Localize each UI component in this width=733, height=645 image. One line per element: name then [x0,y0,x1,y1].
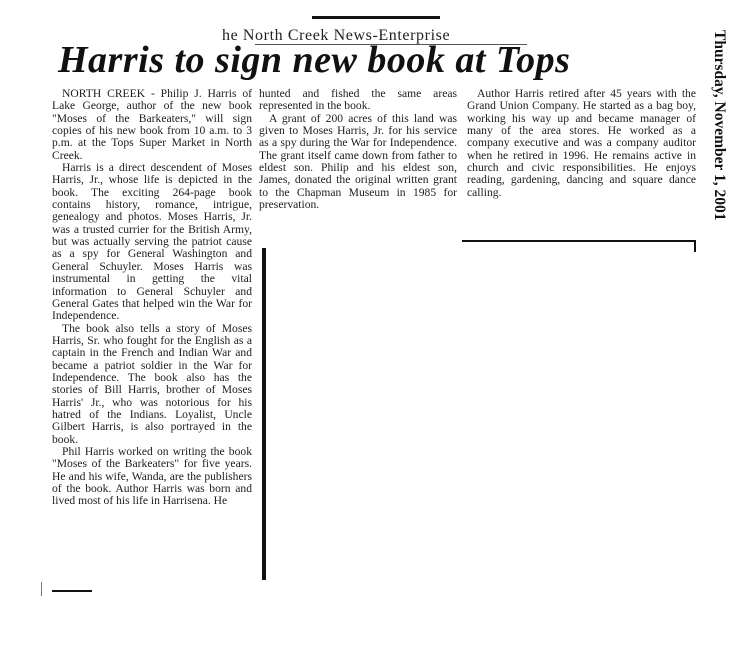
article-column-1 [52,88,252,508]
masthead: he North Creek News-Enterprise [222,27,451,44]
clipping-edge-left [41,582,42,596]
paragraph: A grant of 200 acres of this land was given to Moses Harris, Jr. for his service as a spy during the War for Independence. The grant itself came down from father to eldest son. Philip and his eldest son, James, donated the original written grant to the Chapman Museum in 1985 for preservation. [259,111,457,212]
paragraph: NORTH CREEK - Philip J. Harris of Lake George, author of the new book "Moses of the Barkeaters," will sign copies of his new book from 10 a.m. to 3 p.m. at the Tops Super Market in North Creek. [52,87,252,162]
paragraph: Phil Harris worked on writing the book "Moses of the Barkeaters" for five years. He and his wife, Wanda, are the publishers of the book. Author Harris was born and lived most of his life in Harrisena. He [52,444,252,508]
article-column-2 [259,88,457,211]
headline: Harris to sign new book at Tops [58,39,571,81]
paragraph: hunted and fished the same areas represented in the book. [259,87,457,113]
paragraph: The book also tells a story of Moses Harris, Sr. who fought for the English as a captain in the French and Indian War and became a patriot soldier in the War for Independence. The book also has the stories of Bill Harris, brother of Moses Harris' Jr., who was notorious for his hatred of the Indians. Loyalist, Uncle Gilbert Harris, is also portrayed in the book. [52,321,252,446]
paragraph: Harris is a direct descendent of Moses Harris, Jr., whose life is depicted in the book. The exciting 264-page book contains history, romance, intrigue, genealogy and photos. Moses Harris, Jr. was a trusted currier for the British Army, but was actually serving the patriot cause as a spy for General Washington and General Schuyler. Moses Harris was instrumental in getting the vital information to General Schuyler and General Gates that helped win the War for Independence. [52,161,252,323]
dateline: Thursday, November 1, 2001 [711,30,728,221]
clipping-edge-bottom-left [52,590,92,592]
article-column-3 [467,88,696,199]
clipping-edge-bottom-right [462,240,695,242]
paragraph: Author Harris retired after 45 years with the Grand Union Company. He started as a bag boy, working his way up and became manager of many of the area stores. He worked as a company executive and was a company auditor when he retired in 1996. He remains active in church and civic responsibilities. He enjoys reading, gardening, dancing and square dance calling. [467,87,696,199]
clipping-edge-center [262,248,266,580]
masthead-rule [312,16,440,19]
